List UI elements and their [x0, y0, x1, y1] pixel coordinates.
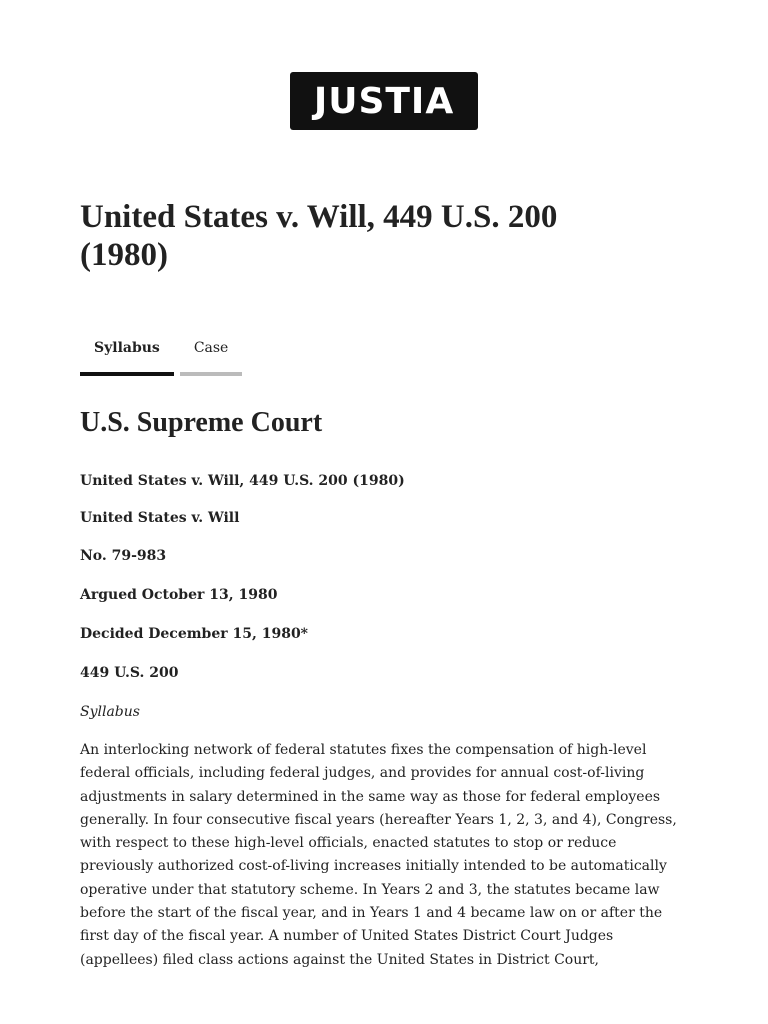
reporter-citation: 449 U.S. 200 — [80, 665, 179, 681]
case-title: United States v. Will, 449 U.S. 200 (1980) — [80, 199, 558, 273]
tab-syllabus[interactable]: Syllabus — [80, 336, 174, 376]
tab-case[interactable]: Case — [180, 336, 243, 376]
argued-date: Argued October 13, 1980 — [80, 587, 278, 603]
case-tabs — [80, 336, 242, 376]
syllabus-paragraph: An interlocking network of federal statutes fixes the compensation of high-level federal officials, including federal judges, and provides for annual cost-of-living adjustments in salary determined in the same way as those for federal employees generally. In four consecutive fiscal years (hereafter Years 1, 2, 3, and 4), Congress, with respect to these high-level officials, enacted statutes to stop or reduce previously authorized cost-of-living increases initially intended to be automatically operative under that statutory scheme. In Years 2 and 3, the statutes became law before the start of the fiscal year, and in Years 1 and 4 became law on or after the first day of the fiscal year. A number of United States District Court Judges (appellees) filed class actions against the United States in District Court, — [80, 742, 677, 968]
header — [0, 72, 768, 130]
case-citation: United States v. Will, 449 U.S. 200 (1980) — [80, 473, 405, 489]
justia-logo[interactable]: JUSTIA — [290, 72, 478, 130]
case-name: United States v. Will — [80, 510, 240, 526]
court-heading: U.S. Supreme Court — [80, 407, 323, 438]
syllabus-label: Syllabus — [80, 704, 140, 720]
docket-number: No. 79-983 — [80, 548, 167, 564]
decided-date: Decided December 15, 1980* — [80, 626, 309, 642]
